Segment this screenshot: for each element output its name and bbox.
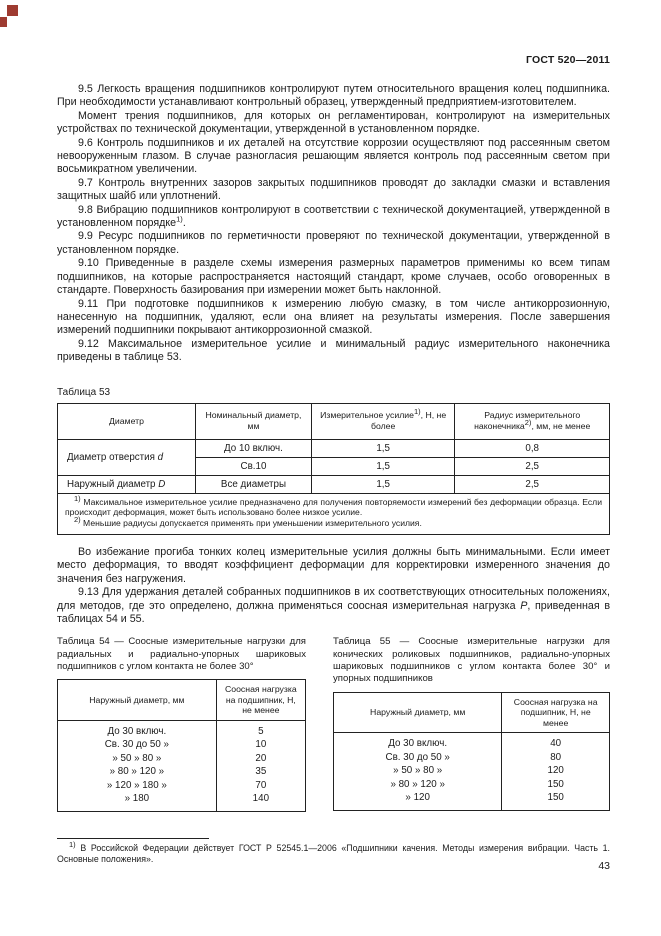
table-row xyxy=(58,765,306,778)
footnote-ref-2: 2) xyxy=(524,418,532,428)
cell-radius: 0,8 xyxy=(455,439,610,457)
paragraph-friction-moment: Момент трения подшипников, для которых он регламентирован, контролируют на измерительных устройствах по технической документации, утвержденной в установленном порядке. xyxy=(57,109,610,136)
table-header-row xyxy=(58,403,610,439)
table53-footnotes xyxy=(58,493,610,534)
cell-diameter-range: » 50 » 80 » xyxy=(112,752,162,764)
table-footnote-row xyxy=(58,493,610,534)
scan-artifact-mark xyxy=(0,17,7,27)
table-row xyxy=(334,751,610,764)
cell-diameter-range: » 80 » 120 » xyxy=(390,778,445,790)
table-header-row xyxy=(334,692,610,733)
page-footnote: $^{1)}$ В Российской Федерации действует ГОСТ Р 52545.1—2006 «Подшипники качения. Методы измерения вибрации. Часть 1. Основные положения». xyxy=(57,840,610,865)
cell-load: 150 xyxy=(502,778,610,791)
table-55 xyxy=(333,692,610,812)
page-content xyxy=(57,54,610,812)
paragraph-9-6: 9.6 Контроль подшипников и их деталей на отсутствие коррозии осуществляют под рассеянным светом невооруженным глазом. В случае разногласия решающим является контроль под рассеянным светом при восьмикратном увеличении. xyxy=(57,136,610,176)
table-row xyxy=(58,439,610,457)
cell-nominal: Все диаметры xyxy=(196,475,312,493)
table-footnote-2: $^{2)}$ Меньшие радиусы допускается применять при уменьшении измерительного усилия. xyxy=(74,515,422,529)
table-row xyxy=(58,779,306,792)
table54-caption: Таблица 54 — Соосные измерительные нагрузки для радиальных и радиально-упорных шариковых подшипников с углом контакта не более 30° xyxy=(57,636,306,672)
cell-diameter-range: » 80 » 120 » xyxy=(109,766,165,778)
cell-load: 80 xyxy=(502,751,610,764)
column-header-measuring-force: Измерительное усилие$^{1)}$, Н, не более xyxy=(311,403,455,439)
cell-bore-diameter-label: Диаметр отверстия d xyxy=(58,439,196,475)
page-number: 43 xyxy=(598,860,610,872)
column-header-nominal-diameter: Номинальный диаметр, мм xyxy=(196,403,312,439)
cell-load: 40 xyxy=(502,733,610,751)
cell-load: 20 xyxy=(216,752,305,765)
footnote-rule xyxy=(57,838,209,839)
side-by-side-tables xyxy=(57,636,610,812)
symbol-D: D xyxy=(158,478,166,490)
column-header-coaxial-load: Соосная нагрузка на подшипник, Н, не менее xyxy=(216,680,305,721)
cell-diameter-range: Св. 30 до 50 » xyxy=(104,739,169,751)
paragraph-9-11: 9.11 При подготовке подшипников к измерению любую смазку, в том числе антикоррозионную, нанесенную на подшипник, удаляют, если она влияет на результаты измерения. После завершения измерений подшипники покрывают антикоррозионной смазкой. xyxy=(57,297,610,337)
column-header-outer-diameter: Наружный диаметр, мм xyxy=(334,692,502,733)
table54-block xyxy=(57,636,306,812)
paragraph-9-7: 9.7 Контроль внутренних зазоров закрытых подшипников проводят до закладки смазки и вставления защитных шайб или уплотнений. xyxy=(57,176,610,203)
table-header-row xyxy=(58,680,306,721)
table-row xyxy=(334,764,610,777)
cell-load: 10 xyxy=(216,738,305,751)
paragraph-9-8 xyxy=(57,204,610,231)
cell-diameter-range: » 120 xyxy=(405,791,430,803)
symbol-P: Р xyxy=(520,599,528,612)
cell-load: 70 xyxy=(216,779,305,792)
cell-diameter-range: До 30 включ. xyxy=(388,738,448,750)
cell-load: 35 xyxy=(216,765,305,778)
footnote-ref-1: 1) xyxy=(176,214,183,224)
table-53 xyxy=(57,403,610,535)
paragraph-9-12: 9.12 Максимальное измерительное усилие и минимальный радиус измерительного наконечника приведены в таблице 53. xyxy=(57,337,610,364)
symbol-d: d xyxy=(157,451,164,463)
cell-force: 1,5 xyxy=(311,457,455,475)
cell-diameter-range: До 30 включ. xyxy=(107,726,167,738)
paragraph-9-10: 9.10 Приведенные в разделе схемы измерения размерных параметров применимы ко всем типам подшипников, на которые распространяется настоящий стандарт, кроме случаев, особо оговоренных в стандарте. Поверхность базирования при измерении может быть наклонной. xyxy=(57,257,610,297)
cell-diameter-range: » 50 » 80 » xyxy=(393,765,443,777)
table-row xyxy=(334,733,610,751)
paragraph-text: 9.8 Вибрацию подшипников контролируют в соответствии с технической документацией, утвержденной в установленном порядке xyxy=(57,203,610,230)
table55-block xyxy=(333,636,610,811)
doc-number: ГОСТ 520—2011 xyxy=(525,54,610,66)
paragraph-9-13: 9.13 Для удержания деталей собранных подшипников в их соответствующих относительных положениях, для методов, где это определено, должна применяться соосная измерительная нагрузка Р, приведенная в таблицах 54 и 55. xyxy=(57,586,610,625)
paragraph-deformation: Во избежание прогиба тонких колец измерительные усилия должны быть минимальными. Если имеет место деформация, то вводят коэффициент деформации для корректировки измеренного значения до значения без нагружения. xyxy=(57,545,610,585)
column-header-diameter: Диаметр xyxy=(58,403,196,439)
table-54 xyxy=(57,679,306,812)
cell-outer-diameter-label: Наружный диаметр D xyxy=(58,475,196,493)
table-footnote-1: $^{1)}$ Максимальное измерительное усилие предназначено для получения повторяемости измерений без деформации образца. Если происходит деформация, может быть использовано более низкое усилие. xyxy=(65,493,602,518)
cell-diameter-range: » 180 xyxy=(124,793,150,805)
table53-caption: Таблица 53 xyxy=(57,386,111,398)
table-row xyxy=(58,792,306,812)
cell-diameter-range: Св. 30 до 50 » xyxy=(385,751,450,763)
cell-nominal: До 10 включ. xyxy=(196,439,312,457)
footnote-ref-1: 1) xyxy=(69,840,76,850)
cell-load: 120 xyxy=(502,764,610,777)
cell-force: 1,5 xyxy=(311,439,455,457)
cell-force: 1,5 xyxy=(311,475,455,493)
paragraph-9-5: 9.5 Легкость вращения подшипников контролируют путем относительного вращения колец подшипника. При необходимости устанавливают контрольный образец, утвержденный предприятием-изготовителем. xyxy=(57,83,610,109)
cell-diameter-range: » 120 » 180 » xyxy=(106,779,167,791)
paragraph-9-9: 9.9 Ресурс подшипников по герметичности проверяют по технической документации, утвержденной в установленном порядке. xyxy=(57,230,610,256)
cell-nominal: Св.10 xyxy=(196,457,312,475)
cell-load: 5 xyxy=(216,721,305,739)
table-row xyxy=(58,752,306,765)
column-header-tip-radius: Радиус измерительного наконечника$^{2)}$, мм, не менее xyxy=(455,403,610,439)
cell-load: 150 xyxy=(502,791,610,811)
column-header-outer-diameter: Наружный диаметр, мм xyxy=(58,680,217,721)
table-row xyxy=(58,475,610,493)
footnote-ref-1: 1) xyxy=(413,407,421,417)
table-row xyxy=(58,738,306,751)
table-row xyxy=(334,791,610,811)
table-row xyxy=(334,778,610,791)
cell-radius: 2,5 xyxy=(455,457,610,475)
cell-radius: 2,5 xyxy=(455,475,610,493)
scan-artifact-mark xyxy=(7,5,18,16)
table55-caption: Таблица 55 — Соосные измерительные нагрузки для конических роликовых подшипников, радиально-упорных шариковых подшипников с углом контакта более 30° и упорных подшипников xyxy=(333,636,610,685)
column-header-coaxial-load: Соосная нагрузка на подшипник, Н, не менее xyxy=(502,692,610,733)
page-footnote-block xyxy=(57,838,610,866)
paragraph-text: . xyxy=(182,217,186,230)
table-row xyxy=(58,721,306,739)
cell-load: 140 xyxy=(216,792,305,812)
